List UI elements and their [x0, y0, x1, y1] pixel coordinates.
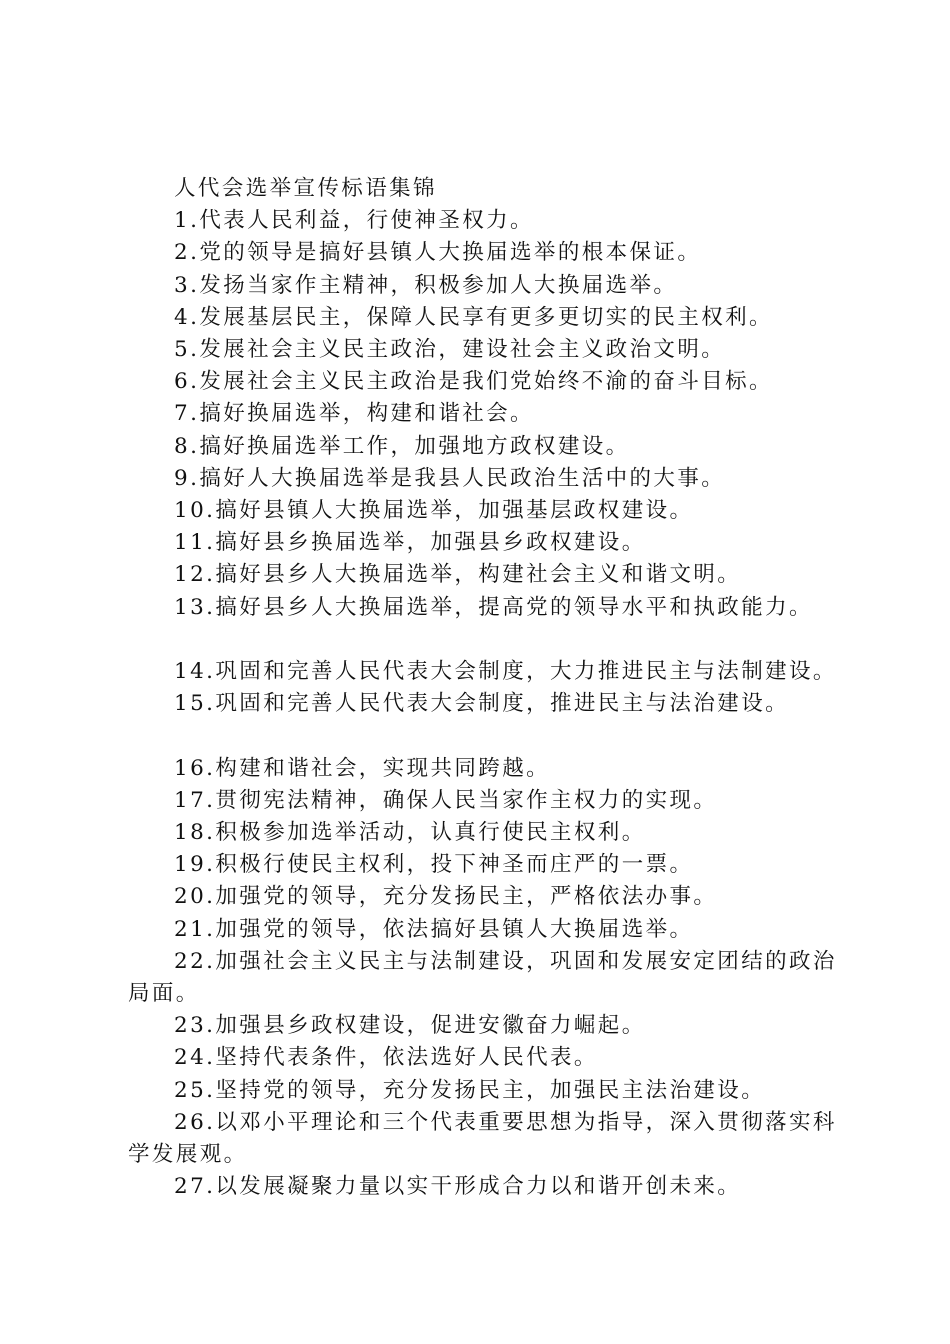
slogan-item: 18.积极参加选举活动，认真行使民主权利。	[174, 820, 646, 846]
slogan-item: 26.以邓小平理论和三个代表重要思想为指导，深入贯彻落实科学发展观。	[128, 1109, 837, 1168]
slogan-item: 1.代表人民利益，行使神圣权力。	[174, 208, 534, 234]
slogan-item: 4.发展基层民主，保障人民享有更多更切实的民主权利。	[174, 304, 773, 330]
slogan-item: 27.以发展凝聚力量以实干形成合力以和谐开创未来。	[174, 1174, 742, 1200]
slogan-item: 6.发展社会主义民主政治是我们党始终不渝的奋斗目标。	[174, 369, 773, 395]
slogan-item: 19.积极行使民主权利，投下神圣而庄严的一票。	[174, 852, 694, 878]
slogan-item: 10.搞好县镇人大换届选举，加强基层政权建设。	[174, 498, 694, 524]
slogan-item: 9.搞好人大换届选举是我县人民政治生活中的大事。	[174, 465, 726, 491]
slogan-item: 5.发展社会主义民主政治，建设社会主义政治文明。	[174, 337, 726, 363]
slogan-item: 24.坚持代表条件，依法选好人民代表。	[174, 1045, 598, 1071]
slogan-item: 25.坚持党的领导，充分发扬民主，加强民主法治建设。	[174, 1077, 766, 1103]
slogan-item: 22.加强社会主义民主与法制建设，巩固和发展安定团结的政治局面。	[128, 948, 837, 1007]
slogan-item: 16.构建和谐社会，实现共同跨越。	[174, 755, 550, 781]
slogan-item: 11.搞好县乡换届选举，加强县乡政权建设。	[174, 530, 646, 556]
slogan-item: 3.发扬当家作主精神，积极参加人大换届选举。	[174, 272, 678, 298]
slogan-item: 14.巩固和完善人民代表大会制度，大力推进民主与法制建设。	[174, 659, 837, 685]
slogan-item: 8.搞好换届选举工作，加强地方政权建设。	[174, 433, 630, 459]
slogan-item: 7.搞好换届选举，构建和谐社会。	[174, 401, 534, 427]
blank-line	[128, 720, 843, 752]
document-body	[128, 173, 843, 1203]
slogan-item: 12.搞好县乡人大换届选举，构建社会主义和谐文明。	[174, 562, 742, 588]
blank-line	[128, 624, 843, 656]
slogan-item: 15.巩固和完善人民代表大会制度，推进民主与法治建设。	[174, 691, 789, 717]
slogan-item: 21.加强党的领导，依法搞好县镇人大换届选举。	[174, 916, 694, 942]
document-title: 人代会选举宣传标语集锦	[174, 176, 437, 201]
slogan-item: 2.党的领导是搞好县镇人大换届选举的根本保证。	[174, 240, 702, 266]
slogan-item: 13.搞好县乡人大换届选举，提高党的领导水平和执政能力。	[174, 594, 813, 620]
slogan-item: 20.加强党的领导，充分发扬民主，严格依法办事。	[174, 884, 718, 910]
slogan-item: 17.贯彻宪法精神，确保人民当家作主权力的实现。	[174, 787, 718, 813]
slogan-item: 23.加强县乡政权建设，促进安徽奋力崛起。	[174, 1013, 646, 1039]
